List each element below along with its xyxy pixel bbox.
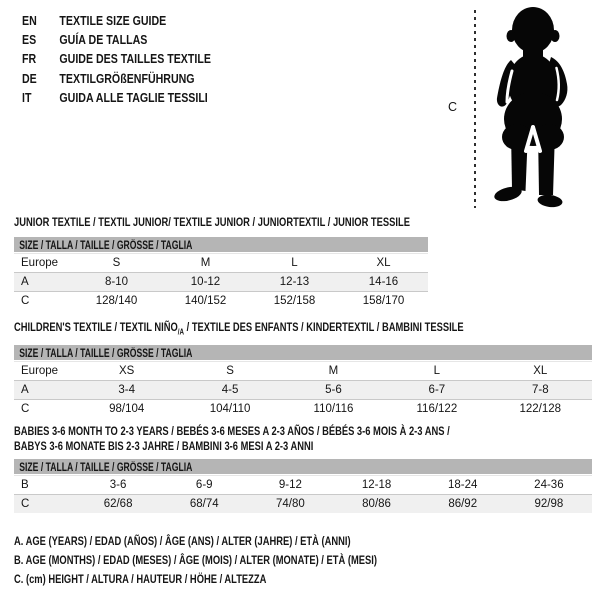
- size-header-bar: [14, 459, 592, 474]
- months-cell: 24-36: [534, 479, 564, 491]
- size-cell: M: [328, 365, 339, 377]
- language-title: GUÍA DE TALLAS: [59, 33, 148, 48]
- months-cell: 3-6: [109, 479, 127, 491]
- table-row-age: [14, 381, 592, 400]
- height-cell: 80/86: [362, 498, 391, 510]
- language-row-fr: [22, 50, 211, 69]
- junior-table-title: JUNIOR TEXTILE / TEXTIL JUNIOR/ TEXTILE JUNIOR / JUNIORTEXTIL / JUNIOR TESSILE: [14, 215, 410, 229]
- size-cell: M: [200, 257, 211, 269]
- footnote-age-months: B. AGE (MONTHS) / EDAD (MESES) / ÂGE (MOIS) / ALTER (MONATE) / ETÀ (MESI): [14, 553, 377, 567]
- children-title-sub: /A: [177, 327, 185, 337]
- months-cell: 12-18: [361, 479, 392, 491]
- junior-size-table: [14, 237, 428, 310]
- children-title-prefix: CHILDREN'S TEXTILE / TEXTIL NIÑO: [14, 320, 178, 334]
- age-cell: 6-7: [428, 384, 446, 396]
- toddler-silhouette-icon: [481, 5, 585, 210]
- children-table-title: [14, 320, 464, 339]
- babies-title-line2: BABYS 3-6 MONATE BIS 2-3 JAHRE / BAMBINI 3-6 MESI A 2-3 ANNI: [14, 439, 314, 453]
- age-cell: 14-16: [368, 276, 399, 288]
- language-code: ES: [22, 33, 37, 48]
- language-title: TEXTILE SIZE GUIDE: [59, 13, 167, 28]
- children-size-table: [14, 345, 592, 418]
- height-measure-label: C: [448, 100, 458, 114]
- months-cell: 6-9: [195, 479, 213, 491]
- row-label: A: [21, 276, 29, 288]
- language-code: IT: [22, 91, 32, 106]
- size-cell: L: [291, 257, 298, 269]
- row-label: C: [21, 403, 30, 415]
- age-cell: 10-12: [190, 276, 221, 288]
- size-header-label: SIZE / TALLA / TAILLE / GRÖSSE / TAGLIA: [19, 240, 193, 252]
- table-row-height: [14, 495, 592, 514]
- age-cell: 8-10: [104, 276, 129, 288]
- table-row-months: [14, 476, 592, 495]
- size-header-bar: [14, 237, 428, 252]
- height-cell: 122/128: [519, 403, 562, 415]
- size-cell: S: [112, 257, 121, 269]
- table-row-height: [14, 400, 592, 419]
- size-cell: XL: [376, 257, 391, 269]
- age-cell: 5-6: [325, 384, 342, 396]
- height-cell: 116/122: [416, 403, 458, 415]
- age-cell: 7-8: [531, 384, 549, 396]
- height-cell: 74/80: [276, 498, 305, 510]
- height-cell: 110/116: [313, 403, 354, 415]
- size-header-bar: [14, 345, 592, 360]
- table-row-height: [14, 292, 428, 311]
- table-row-age: [14, 273, 428, 292]
- babies-size-table: [14, 459, 592, 513]
- language-title: TEXTILGRÖßENFÜHRUNG: [59, 71, 195, 86]
- row-label: Europe: [21, 365, 59, 377]
- language-row-en: [22, 11, 211, 30]
- size-cell: XL: [533, 365, 548, 377]
- age-cell: 4-5: [221, 384, 239, 396]
- language-code: DE: [22, 71, 37, 86]
- height-cell: 92/98: [534, 498, 564, 510]
- row-label: A: [21, 384, 29, 396]
- size-cell: XS: [119, 365, 135, 377]
- footnote-height: C. (cm) HEIGHT / ALTURA / HAUTEUR / HÖHE / ALTEZZA: [14, 572, 267, 586]
- size-header-label: SIZE / TALLA / TAILLE / GRÖSSE / TAGLIA: [19, 348, 193, 360]
- language-row-es: [22, 30, 211, 49]
- footnote-age-years: A. AGE (YEARS) / EDAD (AÑOS) / ÂGE (ANS) / ALTER (JAHRE) / ETÀ (ANNI): [14, 534, 351, 548]
- language-row-it: [22, 89, 211, 108]
- children-title-suffix: / TEXTILE DES ENFANTS / KINDERTEXTIL / BAMBINI TESSILE: [184, 320, 464, 334]
- language-code: EN: [22, 13, 37, 28]
- height-cell: 68/74: [189, 498, 219, 510]
- height-cell: 158/170: [362, 295, 405, 307]
- language-code: FR: [22, 52, 37, 67]
- babies-table-title: [14, 424, 450, 454]
- language-title: GUIDE DES TAILLES TEXTILE: [59, 52, 211, 67]
- height-cell: 128/140: [95, 295, 138, 307]
- months-cell: 18-24: [447, 479, 478, 491]
- row-label: Europe: [21, 257, 59, 269]
- size-cell: S: [226, 365, 234, 377]
- height-cell: 140/152: [184, 295, 227, 307]
- language-row-de: [22, 69, 211, 88]
- height-cell: 86/92: [448, 498, 478, 510]
- height-cell: 104/110: [209, 403, 251, 415]
- height-cell: 152/158: [273, 295, 316, 307]
- row-label: B: [21, 479, 29, 491]
- age-cell: 3-4: [118, 384, 135, 396]
- table-row-europe: [14, 254, 428, 273]
- babies-title-line1: BABIES 3-6 MONTH TO 2-3 YEARS / BEBÉS 3-6 MESES A 2-3 AÑOS / BÉBÉS 3-6 MOIS À 2-3 ANS /: [14, 424, 450, 438]
- language-title: GUIDA ALLE TAGLIE TESSILI: [59, 91, 208, 106]
- table-row-europe: [14, 362, 592, 381]
- language-list: [22, 11, 211, 108]
- row-label: C: [21, 498, 30, 510]
- age-cell: 12-13: [279, 276, 310, 288]
- height-cell: 62/68: [103, 498, 133, 510]
- row-label: C: [21, 295, 30, 307]
- height-cell: 98/104: [109, 403, 145, 415]
- months-cell: 9-12: [278, 479, 302, 491]
- size-cell: L: [433, 365, 441, 377]
- height-measure-dashed-line: [474, 10, 476, 208]
- size-header-label: SIZE / TALLA / TAILLE / GRÖSSE / TAGLIA: [19, 462, 193, 474]
